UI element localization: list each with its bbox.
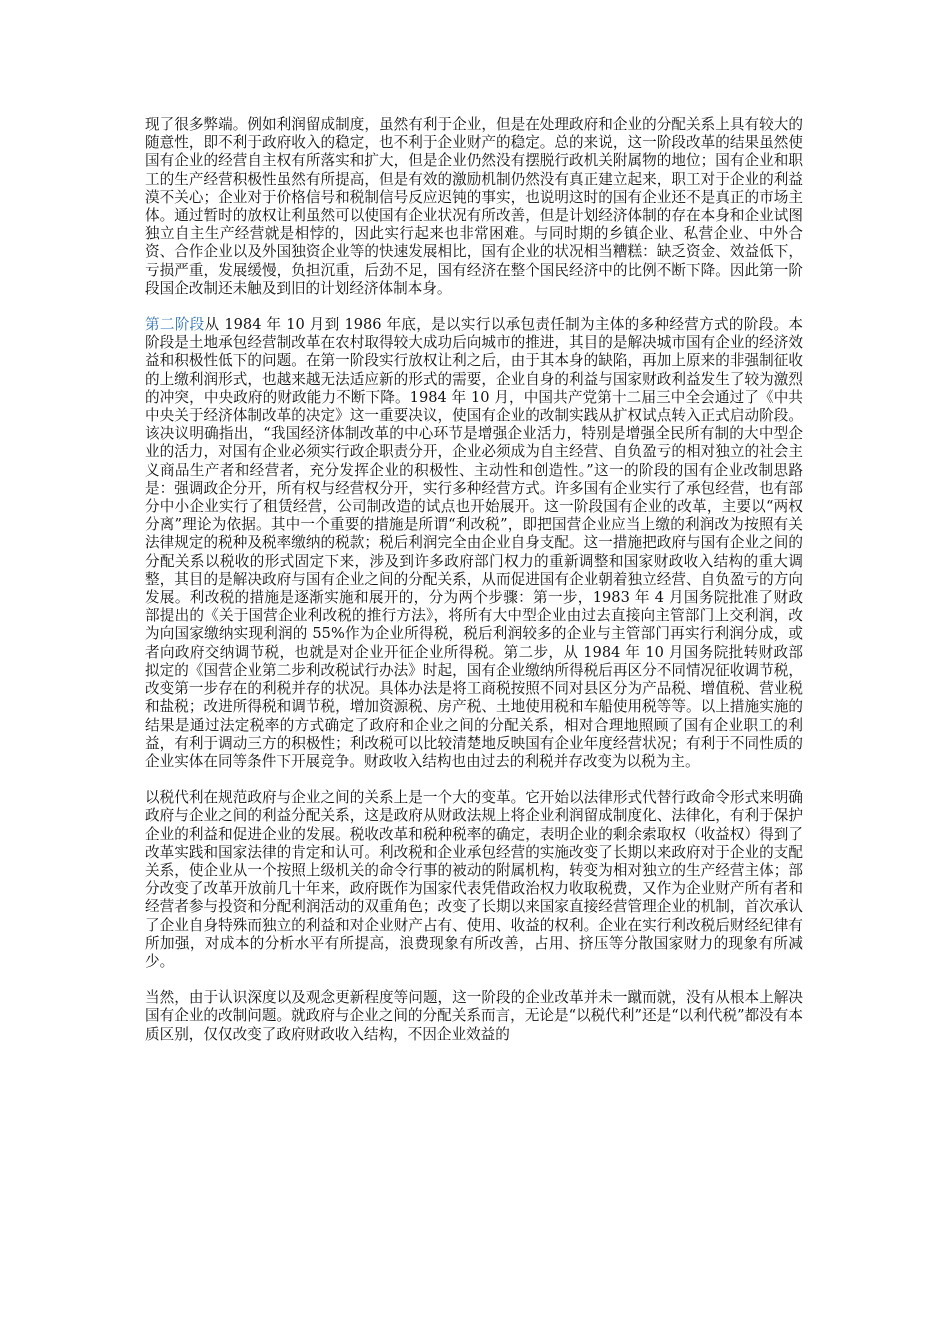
paragraph-1-text: 现了很多弊端。例如利润留成制度，虽然有利于企业，但是在处理政府和企业的分配关系上具有较大的随意性，即不利于政府收入的稳定，也不利于企业财产的稳定。总的来说，这一阶段改革的结果虽然使国有企业的经营自主权有所落实和扩大，但是企业仍然没有摆脱行政机关附属物的地位；国有企业和职工的生产经营积极性虽然有所提高，但是有效的激励机制仍然没有真正建立起来，职工对于企业的利益漠不关心；企业对于价格信号和税制信号反应迟钝的事实，也说明这时的国有企业还不是真正的市场主体。通过暂时的放权让利虽然可以使国有企业状况有所改善，但是计划经济体制的存在本身和企业试图独立自主生产经营就是相悖的，因此实行起来也非常困难。与同时期的乡镇企业、私营企业、中外合资、合作企业以及外国独资企业等的快速发展相比，国有企业的状况相当糟糕：缺乏资金、效益低下，亏损严重，发展缓慢，负担沉重，后劲不足，国有经济在整个国民经济中的比例不断下降。因此第一阶段国企改制还未触及到旧的计划经济体制本身。: [145, 116, 803, 297]
stage-two-heading: 第二阶段: [145, 316, 205, 334]
paragraph-3-text: 以税代利在规范政府与企业之间的关系上是一个大的变革。它开始以法律形式代替行政命令形式来明确政府与企业之间的利益分配关系，这是政府从财政法规上将企业利润留成制度化、法律化，有利于保护企业的利益和促进企业的发展。税收改革和税种税率的确定，表明企业的剩余索取权（收益权）得到了改革实践和国家法律的肯定和认可。利改税和企业承包经营的实施改变了长期以来政府对于企业的支配关系，使企业从一个按照上级机关的命令行事的被动的附属机构，转变为相对独立的生产经营主体；部分改变了改革开放前几十年来，政府既作为国家代表凭借政治权力收取税费，又作为企业财产所有者和经营者参与投资和分配利润活动的双重角色；改变了长期以来国家直接经营管理企业的机制，首次承认了企业自身特殊而独立的利益和对企业财产占有、使用、收益的权利。企业在实行利改税后财经纪律有所加强，对成本的分析水平有所提高，浪费现象有所改善，占用、挤压等分散国家财力的现象有所减少。: [145, 789, 803, 970]
paragraph-2-text: 从 1984 年 10 月到 1986 年底，是以实行以承包责任制为主体的多种经营方式的阶段。本阶段是土地承包经营制改革在农村取得较大成功后向城市的推进，其目的是解决城市国有企业的经济效益和积极性低下的问题。在第一阶段实行放权让利之后，由于其本身的缺陷，再加上原来的非强制征收的上缴利润形式，也越来越无法适应新的形式的需要，企业自身的利益与国家财政利益发生了较为激烈的冲突，中央政府的财政能力不断下降。1984 年 10 月，中国共产党第十二届三中全会通过了《中共中央关于经济体制改革的决定》这一重要决议，使国有企业的改制实践从扩权试点转入正式启动阶段。该决议明确指出，“我国经济体制改革的中心环节是增强企业活力，特别是增强全民所有制的大中型企业的活力，对国有企业必须实行政企职责分开，企业必须成为自主经营、自负盈亏的相对独立的社会主义商品生产者和经营者，充分发挥企业的积极性、主动性和创造性。”这一的阶段的国有企业改制思路是：强调政企分开，所有权与经营权分开，实行多种经营方式。许多国有企业实行了承包经营，也有部分中小企业实行了租赁经营，公司制改造的试点也开始展开。这一阶段国有企业的改革，主要以“两权分离”理论为依据。其中一个重要的措施是所谓“利改税”，即把国营企业应当上缴的利润改为按照有关法律规定的税种及税率缴纳的税款；税后利润完全由企业自身支配。这一措施把政府与国有企业之间的分配关系以税收的形式固定下来，涉及到许多政府部门权力的重新调整和国家财政收入结构的重大调整，其目的是解决政府与国有企业之间的分配关系，从而促进国有企业朝着独立经营、自负盈亏的方向发展。利改税的措施是逐渐实施和展开的，分为两个步骤：第一步，1983 年 4 月国务院批准了财政部提出的《关于国营企业利改税的推行方法》，将所有大中型企业由过去直接向主管部门上交利润，改为向国家缴纳实现利润的 55%作为企业所得税，税后利润较多的企业与主管部门再实行利润分成，或者向政府交纳调节税，也就是对企业开征企业所得税。第二步，从 1984 年 10 月国务院批转财政部拟定的《国营企业第二步利改税试行办法》时起，国有企业缴纳所得税后再区分不同情况征收调节税，改变第一步存在的利税并存的状况。具体办法是将工商税按照不同对县区分为产品税、增值税、营业税和盐税；改进所得税和调节税，增加资源税、房产税、土地使用税和车船使用税等等。以上措施实施的结果是通过法定税率的方式确定了政府和企业之间的分配关系，相对合理地照顾了国有企业职工的利益，有利于调动三方的积极性；利改税可以比较清楚地反映国有企业年度经营状况；有利于不同性质的企业实体在同等条件下开展竞争。财政收入结构也由过去的利税并存改变为以税为主。: [145, 316, 803, 770]
paragraph-3: [145, 789, 803, 971]
paragraph-1: [145, 116, 803, 298]
paragraph-4-text: 当然，由于认识深度以及观念更新程度等问题，这一阶段的企业改革并未一蹴而就，没有从根本上解决国有企业的改制问题。就政府与企业之间的分配关系而言，无论是“以税代利”还是“以利代税”都没有本质区别，仅仅改变了政府财政收入结构，不因企业效益的: [145, 989, 803, 1043]
paragraph-4: [145, 989, 803, 1044]
paragraph-2: [145, 316, 803, 771]
document-page: [145, 116, 803, 1062]
